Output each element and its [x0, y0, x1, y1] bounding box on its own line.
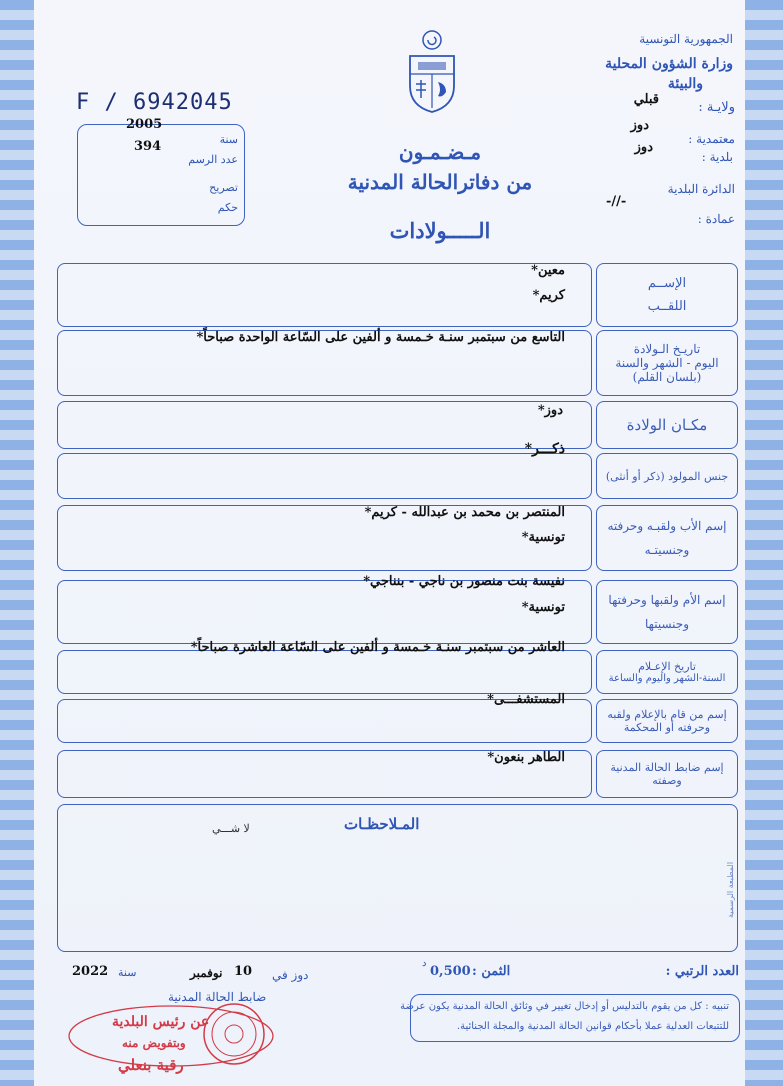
date-year-value: 2022 [72, 964, 109, 979]
field-value-surname: كريم* [532, 288, 565, 303]
field-value-officer: الطاهر بنعون* [487, 750, 565, 765]
baladia-value: دوز [634, 140, 653, 155]
field-label-father: إسم الأب ولقبـه وحرفته [607, 519, 727, 533]
field-label-box-declarant [596, 699, 738, 743]
field-value-declarant: المستشفـــى* [487, 692, 565, 707]
field-label-declarant: إسم من قام بالإعلام ولقبه [607, 708, 727, 721]
field-value-first-name: معين* [531, 263, 565, 278]
motamadia-label: معتمدية : [688, 132, 735, 146]
stamp-line1: عن رئيس البلدية [112, 1014, 210, 1030]
field-label-declaration-date: تاريخ الإعـلام [638, 660, 696, 673]
judgment-label: حكم [217, 201, 238, 214]
field-label-father-nationality: وجنسيتـه [644, 543, 690, 557]
ministry-name-line2: والبيئة [667, 76, 703, 92]
motamadia-value: دوز [630, 118, 649, 133]
field-label-mother-nationality: وجنسيتها [645, 617, 689, 631]
field-label-birth-place: مكـان الولادة [626, 416, 708, 434]
registry-number-label: عدد الرسم [188, 153, 238, 166]
tunisia-coat-of-arms-icon [400, 28, 464, 114]
field-label-first-name: الإســم [647, 276, 687, 291]
field-value-birth-place: دوز* [537, 403, 563, 418]
date-day: 10 [234, 964, 253, 979]
serial-number: F / 6942045 [76, 90, 233, 115]
field-value-sex: ذكـــر* [524, 441, 565, 457]
registry-year-value: 2005 [126, 117, 163, 132]
baladia-label: بلدية : [701, 150, 733, 164]
daira-value: -//- [606, 194, 627, 209]
field-label-box-birth-date [596, 330, 738, 396]
price-unit: د [422, 958, 427, 969]
field-value-box-declaration-date [57, 650, 592, 694]
remarks-label: المـلاحظـات [344, 815, 420, 833]
field-value-father-nationality: تونسية* [521, 530, 565, 545]
field-label-officer-sub: وصفته [652, 774, 682, 787]
omada-label: عمادة : [697, 212, 735, 226]
registry-number-value: 394 [134, 139, 162, 154]
field-label-box-officer [596, 750, 738, 798]
registry-number-label: العدد الرتبي : [665, 964, 739, 979]
field-label-declarant-sub: وحرفته أو المحكمة [623, 721, 711, 734]
warning-line1: تنبيه : كل من يقوم بالتدليس أو إدخال تغيير في وثائق الحالة المدنية يكون عرضة [400, 1001, 729, 1012]
field-value-box-sex [57, 453, 592, 499]
price-label: الثمن : [472, 964, 511, 979]
wilaya-value: قبلي [633, 92, 659, 107]
warning-line2: للتتبعات العدلية عملا بأحكام قوانين الحالة المدنية والمجلة الجنائية. [456, 1021, 729, 1032]
stamp-signature: رقية بنعلي [118, 1056, 184, 1074]
right-decorative-border [743, 0, 783, 1086]
field-value-box-mother [57, 580, 592, 644]
field-label-box-name [596, 263, 738, 327]
title-line2: من دفاترالحالة المدنية [347, 170, 533, 194]
field-value-birth-date: التاسع من سبتمبر سنـة خـمسة و ألفين على السّاعة الواحدة صباحاً* [196, 330, 565, 345]
daira-label: الدائرة البلدية [667, 182, 735, 196]
republic-name: الجمهورية التونسية [639, 32, 733, 46]
field-value-father: المنتصر بن محمد بن عبدالله - كريم* [364, 505, 565, 520]
date-year-label: سنة [118, 966, 137, 979]
officer-title: ضابط الحالة المدنية [168, 990, 267, 1004]
title-births: الـــــولادات [389, 218, 491, 243]
registry-info-box [77, 117, 245, 226]
field-label-sex: جنس المولود (ذكر أو أنثى) [605, 469, 729, 483]
field-value-declaration-date: العاشر من سبتمبر سنـة خـمسة و ألفين على السّاعة العاشرة صباحاً* [190, 640, 565, 655]
field-label-birth-date: تاريـخ الـولادة [633, 342, 701, 356]
field-value-mother-nationality: تونسية* [521, 600, 565, 615]
remarks-value: لا شـــي [212, 822, 250, 835]
place-prefix: دوز في [272, 968, 309, 982]
field-label-box-father [596, 505, 738, 571]
warning-box [400, 994, 740, 1042]
field-label-box-birth-place [596, 401, 738, 449]
field-label-surname: اللقــب [647, 299, 687, 314]
field-value-mother: نفيسة بنت منصور بن ناجي - بنناجي* [363, 574, 565, 589]
ministry-name: وزارة الشؤون المحلية [605, 56, 733, 72]
field-label-mother: إسم الأم ولقبها وحرفتها [608, 593, 726, 607]
field-value-box-birth-place [57, 401, 592, 449]
declaration-label: تصريح [209, 181, 238, 194]
title-line1: مـضـمـون [398, 140, 482, 164]
field-label-birth-date-note: (بلسان القلم) [632, 370, 702, 384]
field-label-declaration-date-sub: السنة-الشهر واليوم والساعة [608, 673, 726, 684]
field-label-box-declaration-date [596, 650, 738, 694]
field-label-officer: إسم ضابط الحالة المدنية [610, 761, 724, 774]
registry-year-label: سنة [219, 133, 238, 146]
stamp-line2: وبتفويض منه [122, 1036, 186, 1050]
price-value: 0,500 [430, 964, 471, 979]
field-label-box-mother [596, 580, 738, 644]
wilaya-label: ولايـة : [698, 100, 735, 115]
field-value-box-name [57, 263, 592, 327]
field-label-birth-date-sub: اليوم - الشهر والسنة [615, 356, 719, 370]
field-label-box-sex [596, 453, 738, 499]
date-month: نوفمبر [190, 966, 223, 980]
printer-note: المطبعة الرسمية [726, 861, 735, 918]
